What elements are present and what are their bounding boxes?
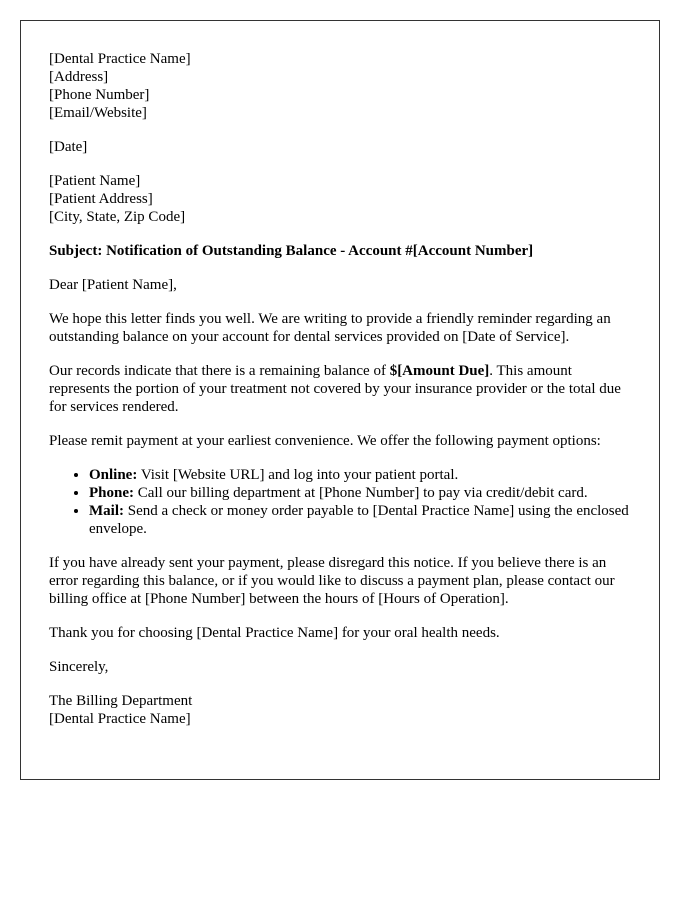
signature-block [49, 692, 631, 728]
balance-text-before: Our records indicate that there is a remaining balance of [49, 363, 390, 379]
sender-address: [Address] [49, 69, 109, 85]
salutation: Dear [Patient Name], [49, 277, 177, 293]
payment-option-phone [89, 484, 631, 502]
payment-option-label: Mail: [89, 503, 124, 519]
recipient-name: [Patient Name] [49, 173, 141, 189]
paragraph-disregard: If you have already sent your payment, please disregard this notice. If you believe there is an error regarding this balance, or if you would like to discuss a payment plan, please contact our billing office at [Phone Number] between the hours of [Hours of Operation]. [49, 555, 615, 607]
recipient-city-state-zip: [City, State, Zip Code] [49, 209, 186, 225]
date-block [49, 138, 631, 156]
payment-options-list [49, 466, 631, 538]
signature-practice-name: [Dental Practice Name] [49, 711, 191, 727]
letter-date: [Date] [49, 139, 88, 155]
payment-option-text: Call our billing department at [Phone Number] to pay via credit/debit card. [134, 485, 588, 501]
paragraph-remit: Please remit payment at your earliest convenience. We offer the following payment options: [49, 433, 601, 449]
subject-line: Subject: Notification of Outstanding Balance - Account #[Account Number] [49, 243, 534, 259]
letter [20, 20, 660, 780]
payment-option-text: Send a check or money order payable to [Dental Practice Name] using the enclosed envelope. [89, 503, 629, 537]
sender-phone: [Phone Number] [49, 87, 150, 103]
amount-due: $[Amount Due] [389, 363, 490, 379]
recipient-address: [Patient Address] [49, 191, 153, 207]
sender-block [49, 50, 631, 122]
paragraph-balance [49, 362, 631, 416]
closing: Sincerely, [49, 659, 109, 675]
signature-department: The Billing Department [49, 693, 193, 709]
recipient-block [49, 172, 631, 226]
payment-option-text: Visit [Website URL] and log into your patient portal. [137, 467, 459, 483]
sender-email-website: [Email/Website] [49, 105, 147, 121]
balance-text-after: . This amount represents the portion of your treatment not covered by your insurance provider or the total due for services rendered. [49, 363, 621, 415]
payment-option-online [89, 466, 631, 484]
payment-option-label: Online: [89, 467, 138, 483]
payment-option-label: Phone: [89, 485, 134, 501]
paragraph-intro: We hope this letter finds you well. We are writing to provide a friendly reminder regarding an outstanding balance on your account for dental services provided on [Date of Service]. [49, 311, 611, 345]
sender-practice-name: [Dental Practice Name] [49, 51, 191, 67]
payment-option-mail [89, 502, 631, 538]
paragraph-thanks: Thank you for choosing [Dental Practice Name] for your oral health needs. [49, 625, 500, 641]
